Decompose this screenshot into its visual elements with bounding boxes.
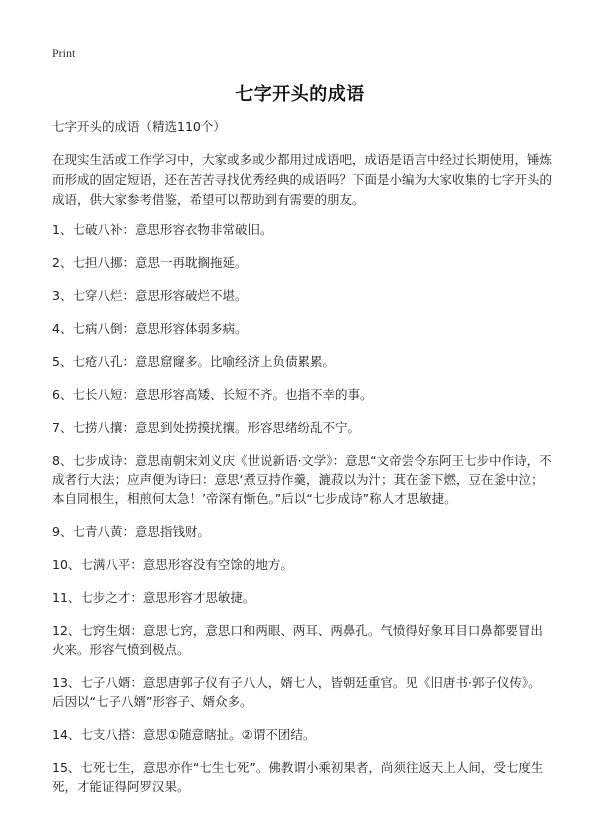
idiom-item: 10、七满八平：意思形容没有空馀的地方。 — [52, 557, 293, 572]
idiom-item: 3、七穿八烂：意思形容破烂不堪。 — [52, 288, 248, 303]
idiom-item: 7、七捞八攘：意思到处捞摸扰攘。形容思绪纷乱不宁。 — [52, 420, 360, 435]
idiom-item: 11、七步之才：意思形容才思敏捷。 — [52, 590, 256, 605]
idiom-item: 13、七子八婿：意思唐郭子仪有子八人，婿七人，皆朝廷重官。见《旧唐书·郭子仪传》。后因以“七子八婿”形容子、婿众多。 — [52, 675, 541, 709]
idiom-item: 5、七疮八孔：意思窟窿多。比喻经济上负债累累。 — [52, 354, 335, 369]
idiom-item: 14、七支八搭：意思①随意瞎扯。②谓不团结。 — [52, 727, 316, 742]
idiom-item: 15、七死七生，意思亦作“七生七死”。佛教谓小乘初果者，尚须往返天上人间，受七度生死，才能证得阿罗汉果。 — [52, 760, 544, 794]
idiom-item: 2、七担八挪：意思一再耽搁拖延。 — [52, 255, 248, 270]
article-body — [52, 118, 552, 810]
article-subtitle: 七字开头的成语（精选110个） — [52, 119, 226, 134]
idiom-item: 6、七长八短：意思形容高矮、长短不齐。也指不幸的事。 — [52, 387, 373, 402]
idiom-item: 4、七病八倒：意思形容体弱多病。 — [52, 321, 248, 336]
idiom-item: 9、七青八黄：意思指钱财。 — [52, 524, 210, 539]
idiom-item: 12、七窍生烟：意思七窍，意思口和两眼、两耳、两鼻孔。气愤得好象耳目口鼻都要冒出火来。形容气愤到极点。 — [52, 623, 543, 657]
print-link[interactable]: Print — [52, 46, 76, 60]
idiom-item: 1、七破八补：意思形容衣物非常破旧。 — [52, 222, 273, 237]
page-title: 七字开头的成语 — [235, 84, 365, 105]
idiom-item: 8、七步成诗：意思南朝宋刘义庆《世说新语·文学》：意思“文帝尝令东阿王七步中作诗，不成者行大法；应声便为诗曰：意思‘煮豆持作羹，漉菽以为汁；萁在釜下燃，豆在釜中泣；本自同根生，相煎何太急！’帝深有惭色。”后以“七步成诗”称人才思敏捷。 — [52, 453, 552, 506]
intro-paragraph: 在现实生活或工作学习中，大家或多或少都用过成语吧，成语是语言中经过长期使用，锤炼而形成的固定短语，还在苦苦寻找优秀经典的成语吗？下面是小编为大家收集的七字开头的成语，供大家参考借鉴，希望可以帮助到有需要的朋友。 — [52, 152, 553, 207]
